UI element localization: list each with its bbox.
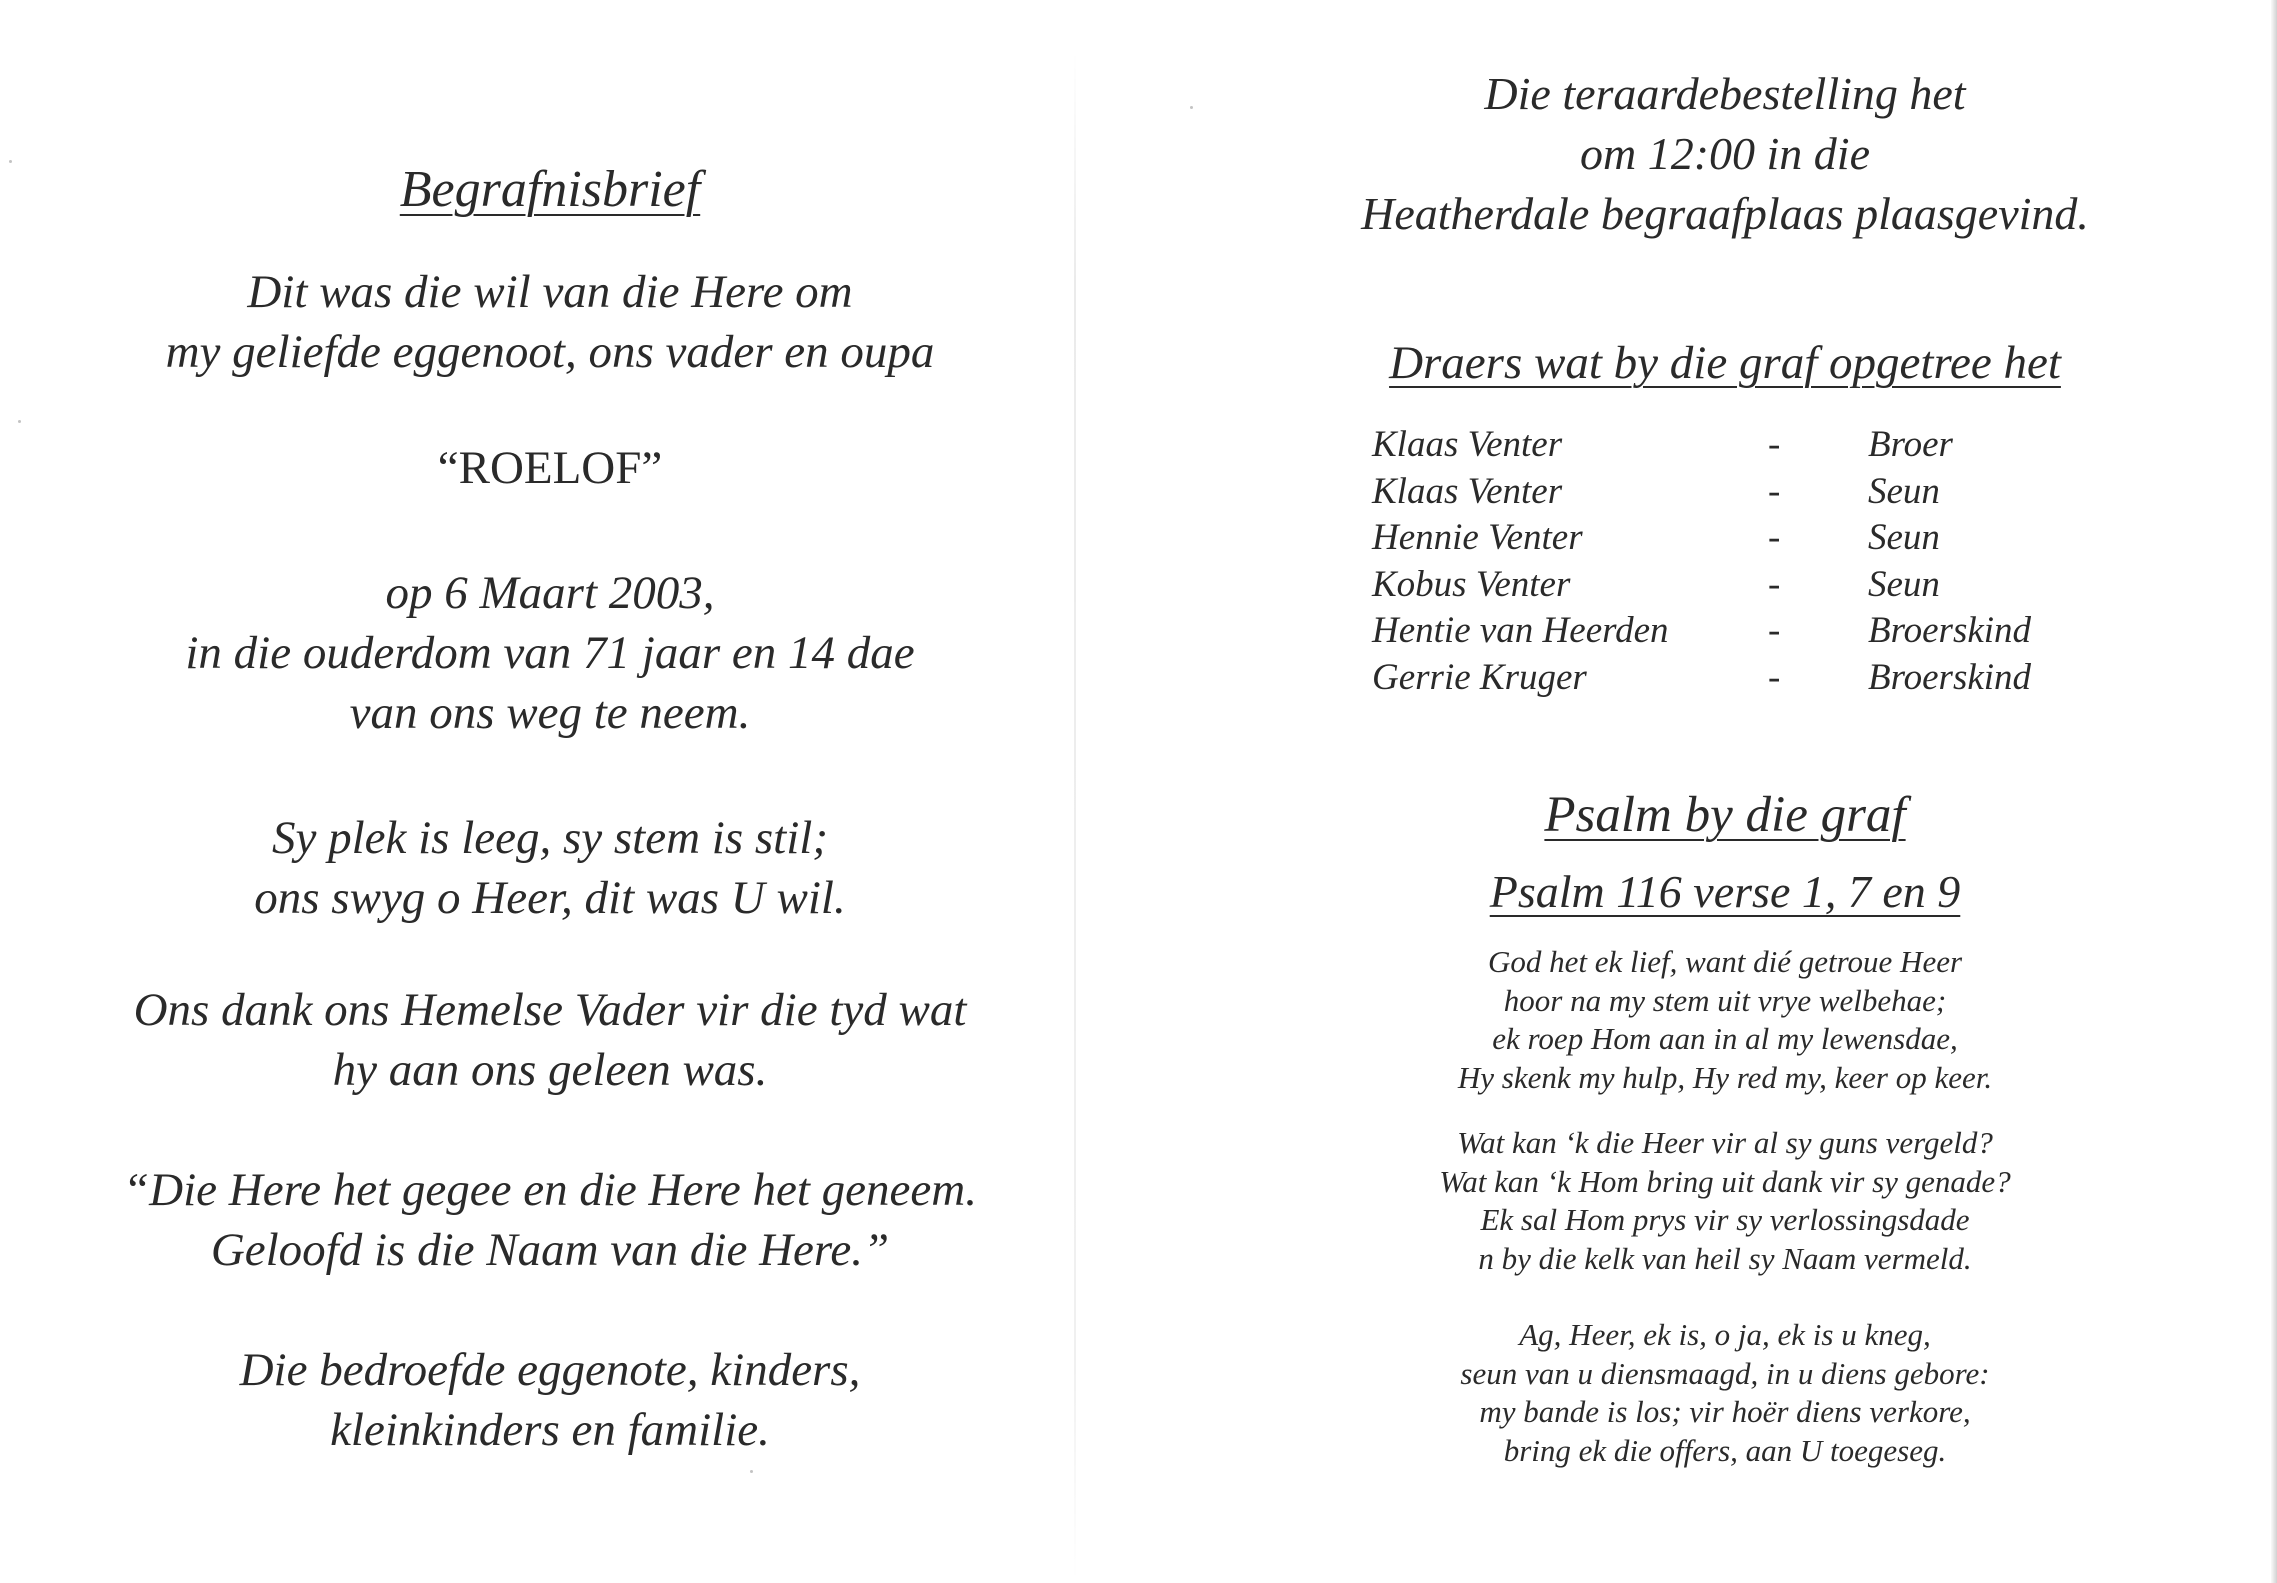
bearer-row	[1372, 655, 2072, 702]
bearer-name: Hennie Venter	[1372, 517, 1583, 558]
verse-line: ek roep Hom aan in al my lewensdae,	[1492, 1021, 1958, 1056]
scripture-quote	[0, 1160, 1100, 1280]
closing-line: kleinkinders en familie.	[330, 1404, 770, 1456]
scan-speck	[1190, 106, 1193, 109]
bearer-relation: Broer	[1868, 424, 1953, 465]
date-line: van ons weg te neem.	[349, 687, 751, 739]
poem-line: Sy plek is leeg, sy stem is stil;	[271, 812, 829, 864]
date-line: in die ouderdom van 71 jaar en 14 dae	[185, 627, 915, 679]
bearer-dash: -	[1768, 610, 1781, 651]
quote-line: “Die Here het gegee en die Here het geneem.	[123, 1164, 977, 1216]
bearer-relation: Seun	[1868, 563, 1940, 605]
bearer-dash: -	[1768, 470, 1781, 512]
bearer-dash: -	[1768, 424, 1781, 465]
closing-paragraph	[0, 1340, 1100, 1460]
burial-line: Die teraardebestelling het	[1484, 68, 1966, 119]
burial-line: Heatherdale begraafplaas plaasgevind.	[1361, 188, 2089, 239]
bearer-row	[1372, 515, 2072, 562]
psalm-verse	[1225, 1124, 2225, 1278]
intro-line: Dit was die wil van die Here om	[247, 266, 853, 318]
bearer-name: Hentie van Heerden	[1372, 610, 1669, 651]
burial-paragraph	[1225, 64, 2225, 244]
quote-line: Geloofd is die Naam van die Here.”	[210, 1224, 890, 1276]
bearer-name: Gerrie Kruger	[1372, 656, 1587, 698]
psalm-reference: Psalm 116 verse 1, 7 en 9	[1489, 866, 1961, 917]
letter-title: Begrafnisbrief	[399, 161, 701, 218]
intro-paragraph	[0, 262, 1100, 382]
closing-line: Die bedroefde eggenote, kinders,	[239, 1344, 861, 1396]
scan-speck	[750, 1470, 753, 1473]
bearer-row	[1372, 608, 2072, 655]
paper-edge-shadow	[2271, 0, 2277, 1583]
verse-line: hoor na my stem uit vrye welbehae;	[1503, 982, 1947, 1018]
deceased-name: “ROELOF”	[437, 442, 663, 494]
thanks-line: hy aan ons geleen was.	[332, 1044, 768, 1096]
thanks-line: Ons dank ons Hemelse Vader vir die tyd wat	[133, 984, 967, 1036]
bearer-dash: -	[1768, 517, 1781, 558]
verse-line: God het ek lief, want dié getroue Heer	[1487, 944, 1963, 979]
bearer-row	[1372, 469, 2072, 516]
scan-speck	[18, 420, 21, 423]
verse-line: n by die kelk van heil sy Naam vermeld.	[1478, 1240, 1972, 1276]
bearers-heading: Draers wat by die graf opgetree het	[1389, 337, 2061, 389]
verse-line: Wat kan ‘k Hom bring uit dank vir sy genade?	[1439, 1163, 2011, 1199]
verse-line: Hy skenk my hulp, Hy red my, keer op keer.	[1457, 1059, 1993, 1095]
bearer-row	[1372, 562, 2072, 609]
bearer-dash: -	[1768, 563, 1781, 605]
bearer-name: Klaas Venter	[1372, 424, 1563, 465]
bearer-dash: -	[1768, 656, 1781, 698]
psalm-heading: Psalm by die graf	[1544, 787, 1906, 843]
verse-line: Wat kan ‘k die Heer vir al sy guns vergeld?	[1457, 1125, 1993, 1160]
date-paragraph	[0, 563, 1100, 743]
intro-line: my geliefde eggenoot, ons vader en oupa	[165, 326, 935, 378]
bearer-name: Kobus Venter	[1372, 563, 1571, 605]
verse-line: seun van u diensmaagd, in u diens gebore:	[1460, 1355, 1990, 1391]
bearer-relation: Seun	[1868, 470, 1940, 512]
bearers-list	[1372, 422, 2072, 701]
psalm-verse	[1225, 1316, 2225, 1470]
bearer-relation: Broerskind	[1868, 610, 2032, 651]
thanks-paragraph	[0, 980, 1100, 1100]
date-line: op 6 Maart 2003,	[385, 567, 715, 619]
verse-line: bring ek die offers, aan U toegeseg.	[1503, 1432, 1947, 1468]
psalm-verse	[1225, 943, 2225, 1097]
poem-paragraph	[0, 808, 1100, 928]
verse-line: my bande is los; vir hoër diens verkore,	[1479, 1394, 1971, 1429]
bearer-relation: Broerskind	[1868, 656, 2032, 698]
bearer-relation: Seun	[1868, 517, 1940, 558]
verse-line: Ek sal Hom prys vir sy verlossingsdade	[1480, 1202, 1970, 1237]
verse-line: Ag, Heer, ek is, o ja, ek is u kneg,	[1519, 1317, 1931, 1352]
bearer-name: Klaas Venter	[1372, 470, 1563, 512]
poem-line: ons swyg o Heer, dit was U wil.	[254, 872, 846, 924]
bearer-row	[1372, 422, 2072, 469]
burial-line: om 12:00 in die	[1579, 128, 1870, 179]
